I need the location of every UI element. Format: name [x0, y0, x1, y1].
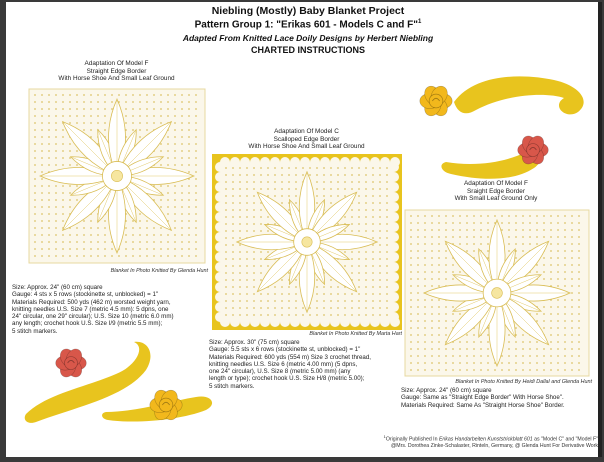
center-spec-line: length or type); crochet hook U.S. Size H/8 (metric 5.00); — [209, 375, 365, 383]
right-spec-line: Materials Required: Same As "Straight Horse Shoe" Border. — [401, 401, 565, 409]
page-title: Niebling (Mostly) Baby Blanket Project — [211, 5, 405, 17]
rose-shape — [146, 386, 186, 424]
right-photo-credit: Blanket In Photo Knitted By Heidi Dallal and Glenda Hunt — [455, 379, 592, 385]
left-caption-line-3: With Horse Shoe And Small Leaf Ground — [58, 75, 175, 83]
yellow-rose-image — [146, 386, 186, 424]
footnote-number: 1 — [383, 434, 386, 439]
document-page — [6, 2, 598, 457]
footnote-prefix: Originally Published In — [385, 436, 439, 443]
center-spec-line: knitting needles U.S. Size 6 (metric 4.00 mm) (5 dpns, — [209, 360, 358, 368]
footnote-line-2: @Mrs. Dorothea Zinke-Schalaster, Rinteln, Germany, @ Glenda Hunt For Derivative Work — [391, 443, 598, 450]
adapted-from-line: Adapted From Knitted Lace Doily Designs by Herbert Niebling — [182, 33, 434, 43]
charted-instructions-heading: CHARTED INSTRUCTIONS — [251, 45, 365, 55]
right-caption-line-2: Sraight Edge Border — [467, 187, 525, 195]
right-caption-line-3: With Small Leaf Ground Only — [454, 195, 538, 203]
left-spec-line: Gauge: 4 sts x 5 rows (stockinette st, unblocked) = 1" — [12, 291, 159, 299]
left-spec-line: any length; crochet hook U.S. Size I/9 (metric 5.5 mm); — [12, 320, 163, 328]
lace-pattern — [26, 86, 208, 266]
footnote-line-1 — [256, 434, 598, 443]
left-spec-line: 5 stitch markers. — [12, 327, 58, 335]
left-spec-line: Size: Approx. 24" (60 cm) square — [12, 284, 103, 291]
center-model-caption — [209, 128, 404, 151]
left-spec-line: knitting needles U.S. Size 7 (metric 4.5 mm): 5 dpns, one — [12, 305, 169, 313]
center-caption-line-2: Scalloped Edge Border — [273, 135, 340, 143]
right-spec-line: Gauge: Same as "Straight Edge Border" With Horse Shoe". — [401, 394, 564, 402]
left-spec-line: 24" circular, one 29" circular); U.S. Size 10 (metric 6.0 mm) — [12, 313, 174, 321]
footnote — [256, 434, 598, 450]
left-spec-line: Materials Required: 500 yds (462 m) worsted weight yarn, — [12, 298, 171, 306]
right-model-caption — [401, 180, 591, 203]
footnote-source-title: Erikas Handarbeiten Kunststrickblatt 601 — [438, 436, 533, 443]
left-blanket-photo — [26, 86, 208, 266]
gold-swirl — [454, 76, 584, 114]
left-photo-credit: Blanket In Photo Knitted By Glenda Hunt — [110, 268, 208, 274]
lace-pattern — [402, 207, 592, 379]
lace-pattern — [212, 154, 402, 330]
pattern-group-title — [6, 19, 598, 30]
page-shadow — [598, 2, 602, 457]
center-spec-line: Size: Approx. 30" (75 cm) square — [209, 339, 300, 346]
yellow-rose-image — [416, 82, 456, 120]
red-rose-image — [52, 345, 90, 381]
left-model-caption — [24, 60, 209, 83]
red-rose-image — [514, 132, 552, 168]
right-blanket-photo — [402, 207, 592, 379]
center-spec-line: Materials Required: 600 yds (554 m) Size 3 crochet thread, — [209, 353, 371, 361]
center-caption-line-3: With Horse Shoe And Small Leaf Ground — [248, 143, 365, 151]
rose-shape — [52, 345, 90, 381]
pattern-group-text: Pattern Group 1: "Erikas 601 - Models C and F" — [194, 19, 419, 31]
center-photo-credit: Blanket In Photo Knitted By Marta Hart — [309, 331, 402, 337]
footnote-mark: 1 — [418, 19, 422, 25]
center-caption-line-1: Adaptation Of Model C — [274, 128, 339, 135]
rose-shape — [416, 82, 456, 120]
center-spec-line: one 24" circular), U.S. Size 8 (metric 5.00 mm) (any — [209, 368, 351, 376]
left-caption-line-2: Straight Edge Border — [86, 67, 147, 75]
center-spec-line: Gauge: 5.5 sts x 6 rows (stockinette st, unblocked) = 1" — [209, 346, 361, 354]
rose-shape — [514, 132, 552, 168]
center-spec-line: 5 stitch markers. — [209, 382, 255, 390]
center-blanket-photo — [212, 154, 402, 330]
right-caption-line-1: Adaptation Of Model F — [464, 180, 528, 187]
right-model-specs — [401, 387, 565, 409]
right-spec-line: Size: Approx. 24" (60 cm) square — [401, 387, 492, 394]
center-model-specs — [209, 339, 371, 390]
footnote-suffix: as "Model C" and "Model F" — [532, 436, 598, 443]
left-model-specs — [12, 284, 174, 335]
left-caption-line-1: Adaptation Of Model F — [84, 60, 149, 67]
